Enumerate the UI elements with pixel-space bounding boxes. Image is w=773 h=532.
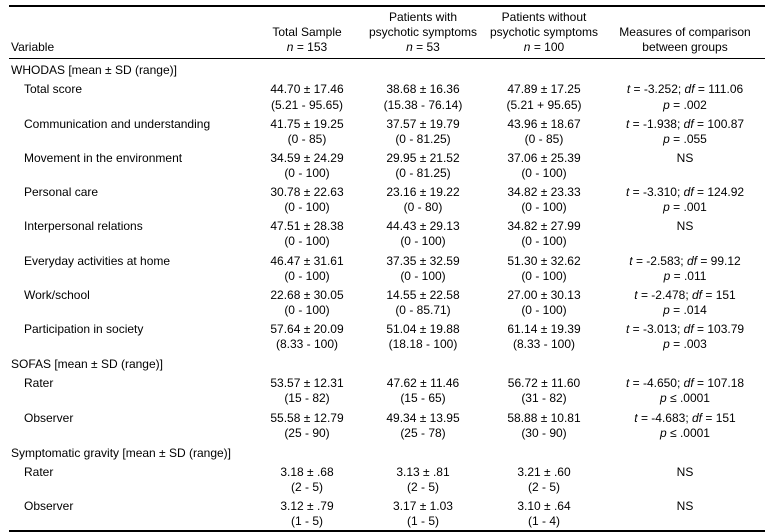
header-total-sample (251, 6, 363, 59)
row-label: Observer (24, 410, 74, 425)
range: (1 - 5) (290, 514, 323, 529)
row-label: Communication and understanding (24, 116, 211, 131)
mean-sd: 3.12 ± .79 (280, 499, 334, 514)
mean-sd: 49.34 ± 13.95 (386, 410, 460, 425)
comparison-cell (605, 114, 765, 148)
comparison-cell (605, 408, 765, 442)
range: (0 - 100) (521, 165, 567, 180)
value-cell (483, 285, 605, 319)
row-label: Interpersonal relations (24, 219, 143, 234)
row-label: Rater (24, 376, 54, 391)
value-cell (363, 148, 483, 182)
section-row (9, 353, 765, 373)
value-cell (483, 114, 605, 148)
section-row (9, 59, 765, 80)
comparison-cell (605, 373, 765, 407)
value-cell (363, 79, 483, 113)
comparison-cell (605, 285, 765, 319)
table-body (9, 59, 765, 531)
value-cell (251, 148, 363, 182)
stat-line: NS (676, 150, 694, 165)
stat-line: t = -1.938; df = 100.87 (625, 116, 745, 131)
mean-sd: 57.64 ± 20.09 (270, 321, 344, 336)
p-line: p = .002 (663, 97, 707, 112)
column-title: Patients without psychotic symptoms (489, 10, 599, 40)
row-label: Work/school (24, 287, 90, 302)
value-cell (251, 319, 363, 353)
range: (31 - 82) (521, 391, 567, 406)
range: (0 - 100) (400, 234, 446, 249)
p-line: p = .011 (663, 268, 707, 283)
value-cell (363, 182, 483, 216)
range: (15 - 82) (284, 391, 330, 406)
mean-sd: 44.70 ± 17.46 (270, 82, 344, 97)
data-row (9, 319, 765, 353)
mean-sd: 56.72 ± 11.60 (507, 376, 581, 391)
range: (25 - 78) (400, 425, 446, 440)
section-label: Symptomatic gravity [mean ± SD (range)] (11, 445, 231, 460)
mean-sd: 37.57 ± 19.79 (386, 116, 460, 131)
stat-line: t = -4.650; df = 107.18 (625, 376, 745, 391)
value-cell (251, 462, 363, 496)
range: (0 - 100) (284, 234, 330, 249)
range: (0 - 100) (284, 302, 330, 317)
range: (0 - 81.25) (395, 165, 451, 180)
range: (0 - 100) (284, 268, 330, 283)
mean-sd: 37.35 ± 32.59 (386, 253, 460, 268)
range: (0 - 100) (400, 268, 446, 283)
range: (15 - 65) (400, 391, 446, 406)
value-cell (483, 182, 605, 216)
range: (25 - 90) (284, 425, 330, 440)
column-title: Patients with psychotic symptoms (368, 10, 478, 40)
range: (0 - 100) (521, 200, 567, 215)
mean-sd: 34.82 ± 27.99 (507, 219, 581, 234)
mean-sd: 14.55 ± 22.58 (386, 287, 460, 302)
row-label: Personal care (24, 185, 99, 200)
range: (0 - 85) (287, 131, 327, 146)
column-n: n = 153 (286, 40, 328, 55)
value-cell (363, 114, 483, 148)
value-cell (251, 79, 363, 113)
column-n: n = 100 (523, 40, 565, 55)
value-cell (251, 251, 363, 285)
mean-sd: 34.82 ± 23.33 (507, 185, 581, 200)
range: (0 - 100) (284, 165, 330, 180)
data-row (9, 408, 765, 442)
comparison-cell (605, 216, 765, 250)
table-header (9, 6, 765, 59)
header-with-psychotic (363, 6, 483, 59)
stat-line: NS (676, 499, 694, 514)
variable-label: Variable (11, 40, 55, 55)
mean-sd: 3.21 ± .60 (517, 464, 571, 479)
data-row (9, 148, 765, 182)
value-cell (363, 216, 483, 250)
mean-sd: 38.68 ± 16.36 (386, 82, 460, 97)
header-variable (9, 6, 251, 59)
column-n: n = 53 (406, 40, 440, 55)
mean-sd: 30.78 ± 22.63 (270, 185, 344, 200)
value-cell (251, 216, 363, 250)
mean-sd: 53.57 ± 12.31 (270, 376, 344, 391)
mean-sd: 46.47 ± 31.61 (270, 253, 344, 268)
mean-sd: 41.75 ± 19.25 (270, 116, 344, 131)
stat-line: t = -3.310; df = 124.92 (625, 185, 745, 200)
mean-sd: 22.68 ± 30.05 (270, 287, 344, 302)
range: (0 - 80) (403, 200, 443, 215)
range: (15.38 - 76.14) (383, 97, 463, 112)
stat-line: t = -2.583; df = 99.12 (629, 253, 741, 268)
row-label: Rater (24, 464, 54, 479)
row-label: Everyday activities at home (24, 253, 171, 268)
range: (0 - 85.71) (395, 302, 451, 317)
mean-sd: 47.62 ± 11.46 (386, 376, 460, 391)
mean-sd: 34.59 ± 24.29 (270, 150, 344, 165)
mean-sd: 51.30 ± 32.62 (507, 253, 581, 268)
mean-sd: 3.13 ± .81 (396, 464, 450, 479)
range: (2 - 5) (406, 479, 439, 494)
header-without-psychotic (483, 6, 605, 59)
mean-sd: 3.17 ± 1.03 (393, 499, 453, 514)
data-row (9, 79, 765, 113)
value-cell (363, 408, 483, 442)
row-label: Observer (24, 499, 74, 514)
p-line: p ≤ .0001 (660, 425, 710, 440)
mean-sd: 61.14 ± 19.39 (507, 321, 581, 336)
comparison-cell (605, 462, 765, 496)
mean-sd: 58.88 ± 10.81 (507, 410, 581, 425)
range: (0 - 85) (524, 131, 564, 146)
row-label: Participation in society (24, 321, 144, 336)
row-label: Total score (24, 82, 83, 97)
range: (0 - 100) (521, 234, 567, 249)
mean-sd: 51.04 ± 19.88 (386, 321, 460, 336)
p-line: p = .055 (663, 131, 707, 146)
column-title: Measures of comparison between groups (619, 25, 751, 55)
value-cell (251, 114, 363, 148)
mean-sd: 44.43 ± 29.13 (386, 219, 460, 234)
range: (0 - 100) (521, 302, 567, 317)
range: (5.21 - 95.65) (270, 97, 344, 112)
data-row (9, 251, 765, 285)
data-row (9, 285, 765, 319)
header-comparison (605, 6, 765, 59)
value-cell (251, 408, 363, 442)
p-line: p = .014 (663, 302, 707, 317)
value-cell (483, 216, 605, 250)
stat-line: t = -3.013; df = 103.79 (625, 321, 745, 336)
value-cell (251, 182, 363, 216)
range: (0 - 81.25) (395, 131, 451, 146)
value-cell (251, 373, 363, 407)
mean-sd: 47.51 ± 28.38 (270, 219, 344, 234)
value-cell (363, 462, 483, 496)
value-cell (483, 373, 605, 407)
data-row (9, 373, 765, 407)
range: (8.33 - 100) (275, 337, 339, 352)
range: (8.33 - 100) (512, 337, 576, 352)
row-label: Movement in the environment (24, 150, 183, 165)
range: (30 - 90) (521, 425, 567, 440)
section-label: SOFAS [mean ± SD (range)] (11, 357, 163, 372)
range: (1 - 5) (406, 514, 439, 529)
mean-sd: 23.16 ± 19.22 (386, 185, 460, 200)
comparison-cell (605, 148, 765, 182)
value-cell (483, 319, 605, 353)
value-cell (363, 373, 483, 407)
mean-sd: 43.96 ± 18.67 (507, 116, 581, 131)
stat-line: t = -2.478; df = 151 (634, 287, 736, 302)
p-line: p ≤ .0001 (660, 391, 710, 406)
data-row (9, 182, 765, 216)
range: (2 - 5) (290, 479, 323, 494)
value-cell (363, 285, 483, 319)
value-cell (483, 251, 605, 285)
comparison-cell (605, 319, 765, 353)
value-cell (483, 462, 605, 496)
mean-sd: 47.89 ± 17.25 (507, 82, 581, 97)
p-line: p = .001 (663, 200, 707, 215)
data-row (9, 114, 765, 148)
column-title: Total Sample (272, 25, 342, 40)
section-row (9, 442, 765, 462)
p-line: p = .003 (663, 337, 707, 352)
stat-line: t = -4.683; df = 151 (634, 410, 736, 425)
mean-sd: 3.10 ± .64 (517, 499, 571, 514)
value-cell (483, 79, 605, 113)
mean-sd: 55.58 ± 12.79 (270, 410, 344, 425)
range: (0 - 100) (521, 268, 567, 283)
comparison-cell (605, 182, 765, 216)
range: (1 - 4) (527, 514, 560, 529)
stat-line: t = -3.252; df = 111.06 (626, 82, 744, 97)
range: (18.18 - 100) (388, 337, 458, 352)
comparison-cell (605, 79, 765, 113)
comparison-table (9, 5, 765, 532)
mean-sd: 37.06 ± 25.39 (507, 150, 581, 165)
data-row (9, 216, 765, 250)
stat-line: NS (676, 464, 694, 479)
value-cell (363, 251, 483, 285)
data-row (9, 462, 765, 496)
range: (5.21 + 95.65) (506, 97, 582, 112)
stat-line: NS (676, 219, 694, 234)
value-cell (251, 285, 363, 319)
header-row (9, 6, 765, 59)
section-label: WHODAS [mean ± SD (range)] (11, 63, 177, 78)
comparison-cell (605, 251, 765, 285)
range: (0 - 100) (284, 200, 330, 215)
value-cell (483, 408, 605, 442)
mean-sd: 27.00 ± 30.13 (507, 287, 581, 302)
mean-sd: 29.95 ± 21.52 (386, 150, 460, 165)
value-cell (363, 319, 483, 353)
mean-sd: 3.18 ± .68 (280, 464, 334, 479)
value-cell (483, 148, 605, 182)
range: (2 - 5) (527, 479, 560, 494)
